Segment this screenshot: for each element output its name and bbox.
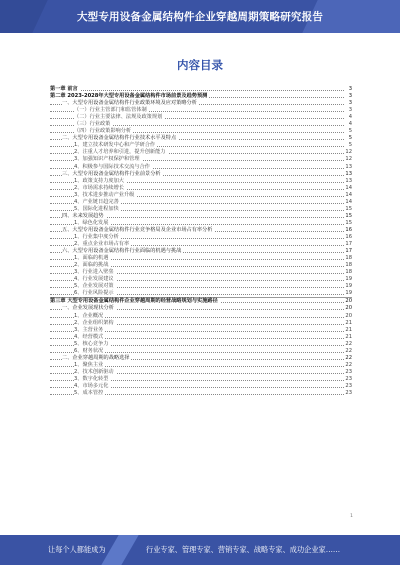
toc-entry[interactable] [50, 192, 352, 199]
toc-entry-page: 12 [345, 156, 352, 163]
toc-entry-page: 23 [345, 368, 352, 375]
toc-entry-title: 第一章 前言 [50, 86, 78, 92]
toc-entry[interactable] [50, 227, 352, 234]
table-of-contents [50, 86, 352, 397]
dot-leader [50, 90, 344, 91]
toc-entry-page: 5 [348, 142, 352, 149]
toc-entry[interactable] [50, 320, 352, 327]
toc-entry[interactable] [50, 305, 352, 312]
toc-entry[interactable] [50, 199, 352, 206]
toc-entry-page: 13 [345, 170, 352, 177]
toc-entry-page: 13 [345, 177, 352, 184]
toc-entry-page: 3 [348, 100, 352, 107]
toc-entry-page: 22 [345, 340, 352, 347]
toc-entry-title: 第二章 2023-2028年大型专用设备金属结构件市场前景及趋势预测 [50, 93, 208, 100]
page-number: 1 [350, 514, 353, 519]
toc-entry[interactable] [50, 383, 352, 390]
toc-entry-page: 4 [348, 121, 352, 128]
toc-entry-title: 2、技术创新驱动 [74, 368, 114, 375]
toc-entry-title: 1、企业概况 [74, 312, 104, 319]
toc-entry-page: 17 [345, 241, 352, 248]
toc-entry[interactable] [50, 220, 352, 227]
toc-entry[interactable] [50, 362, 352, 369]
toc-entry[interactable] [50, 178, 352, 185]
toc-entry-title: 6、财务状况 [74, 347, 104, 354]
toc-entry-title: 2、企业组织架构 [74, 319, 114, 326]
toc-entry-page: 23 [345, 390, 352, 397]
toc-entry[interactable] [50, 369, 352, 376]
toc-entry-title: 3、数字化转型 [74, 375, 109, 382]
toc-entry-page: 12 [345, 149, 352, 156]
toc-entry-title: （三）行业政策 [74, 121, 111, 128]
report-title: 大型专用设备金属结构件企业穿越周期策略研究报告 [76, 11, 324, 23]
toc-entry-page: 4 [348, 114, 352, 121]
toc-entry-page: 3 [348, 86, 352, 92]
toc-entry-title: 1、面临的机遇 [74, 255, 109, 262]
toc-entry-page: 20 [345, 305, 352, 312]
toc-entry[interactable] [50, 171, 352, 178]
toc-entry-title: 一、企业发展现状分析 [62, 305, 114, 312]
toc-entry[interactable] [50, 376, 352, 383]
toc-entry-title: 四、未来发展趋势 [62, 212, 104, 219]
toc-entry-title: 5、成本管控 [74, 390, 104, 397]
toc-entry[interactable] [50, 164, 352, 171]
toc-entry[interactable] [50, 156, 352, 163]
toc-entry-page: 15 [345, 212, 352, 219]
toc-entry-title: 三、大型专用设备金属结构件行业前景分析 [62, 170, 161, 177]
toc-entry[interactable] [50, 327, 352, 334]
toc-entry-page: 21 [345, 333, 352, 340]
toc-entry-title: （四）行业政策影响分析 [74, 128, 132, 135]
toc-entry-title: 4、经营模式 [74, 333, 104, 340]
toc-entry-title: 3、技术进步推动产业升级 [74, 191, 135, 198]
toc-entry[interactable] [50, 234, 352, 241]
toc-entry-title: 二、企业穿越周期的战略选择 [62, 354, 130, 361]
toc-entry-title: 六、大型专用设备金属结构件行业面临的机遇与挑战 [62, 248, 182, 255]
footer-slogan-right: 行业专家、管理专家、营销专家、战略专家、成功企业家…… [146, 545, 341, 554]
toc-entry[interactable] [50, 213, 352, 220]
toc-entry-title: 第三章 大型专用设备金属结构件企业穿越周期的经营战略规划与实施路径 [50, 298, 218, 305]
toc-entry-page: 18 [345, 269, 352, 276]
toc-entry-page: 18 [345, 255, 352, 262]
toc-entry[interactable] [50, 334, 352, 341]
toc-entry-title: 二、大型专用设备金属结构件行业技术水平及特点 [62, 135, 177, 142]
toc-entry-page: 3 [348, 107, 352, 114]
toc-entry-page: 5 [348, 135, 352, 142]
toc-entry-page: 15 [345, 205, 352, 212]
toc-entry-title: 1、聚焦主业 [74, 361, 104, 368]
toc-entry-title: 1、行业集中度分析 [74, 233, 119, 240]
toc-entry-page: 19 [345, 283, 352, 290]
toc-entry-page: 16 [345, 233, 352, 240]
toc-entry-page: 21 [345, 319, 352, 326]
toc-entry-title: 1、绿色化发展 [74, 219, 109, 226]
toc-entry[interactable] [50, 185, 352, 192]
toc-entry-title: 3、行业进入壁垒 [74, 269, 114, 276]
toc-entry-title: 4、积极参与国际技术交流与合作 [74, 163, 150, 170]
toc-entry-title: 5、企业发展对策 [74, 283, 114, 290]
toc-entry-page: 19 [345, 290, 352, 297]
toc-entry-page: 14 [345, 184, 352, 191]
toc-entry[interactable] [50, 206, 352, 213]
footer-banner [0, 535, 400, 565]
toc-entry-title: 2、注重人才培养和引进，提升创新能力 [74, 149, 166, 156]
toc-entry-title: 一、大型专用设备金属结构件行业政策环境及应对策略分析 [62, 100, 197, 107]
footer-decoration [101, 535, 138, 565]
toc-entry-title: 五、大型专用设备金属结构件行业竞争格局及企业市场占有率分析 [62, 226, 213, 233]
toc-entry[interactable] [50, 86, 352, 93]
toc-entry-page: 18 [345, 262, 352, 269]
toc-entry-title: 6、行业风险提示 [74, 290, 114, 297]
toc-entry-page: 19 [345, 276, 352, 283]
toc-entry-title: （二）行业主要法律、法规及政策规划 [74, 114, 163, 121]
toc-entry-title: 2、市场需求持续增长 [74, 184, 124, 191]
toc-entry-title: 4、行业发展建议 [74, 276, 114, 283]
toc-entry-title: 1、建立技术研发中心和产学研合作 [74, 142, 156, 149]
toc-entry-title: 3、加强知识产权保护和管理 [74, 156, 140, 163]
toc-entry[interactable] [50, 313, 352, 320]
toc-entry[interactable] [50, 390, 352, 397]
toc-entry-page: 20 [345, 298, 352, 305]
toc-entry-title: 3、主营业务 [74, 326, 104, 333]
toc-entry-page: 22 [345, 354, 352, 361]
toc-entry-page: 13 [345, 163, 352, 170]
toc-entry-page: 21 [345, 326, 352, 333]
header-banner [0, 0, 400, 33]
toc-entry-title: 5、核心竞争力 [74, 340, 109, 347]
toc-entry-page: 5 [348, 128, 352, 135]
toc-entry-page: 23 [345, 382, 352, 389]
toc-entry-title: 4、市场多元化 [74, 382, 109, 389]
toc-entry-title: 2、重点企业市场占有率 [74, 241, 130, 248]
toc-entry-page: 14 [345, 198, 352, 205]
footer-slogan-left: 让每个人都能成为 [48, 545, 106, 554]
toc-entry-title: 1、政策支持力度加大 [74, 177, 124, 184]
toc-entry-page: 23 [345, 375, 352, 382]
toc-entry-page: 16 [345, 226, 352, 233]
toc-entry-title: 5、国际化进程加快 [74, 205, 119, 212]
toc-entry[interactable] [50, 348, 352, 355]
toc-heading: 内容目录 [177, 58, 223, 72]
toc-entry-title: 2、面临的挑战 [74, 262, 109, 269]
toc-entry-page: 22 [345, 361, 352, 368]
toc-entry-title: （一）行业主管部门和监管体制 [74, 107, 147, 114]
toc-entry-page: 17 [345, 248, 352, 255]
toc-entry-page: 3 [348, 93, 352, 100]
toc-entry-page: 15 [345, 219, 352, 226]
toc-entry[interactable] [50, 355, 352, 362]
toc-entry-title: 4、产业链日趋完善 [74, 198, 119, 205]
toc-entry[interactable] [50, 341, 352, 348]
toc-entry-page: 20 [345, 312, 352, 319]
toc-entry-page: 14 [345, 191, 352, 198]
toc-entry-page: 22 [345, 347, 352, 354]
